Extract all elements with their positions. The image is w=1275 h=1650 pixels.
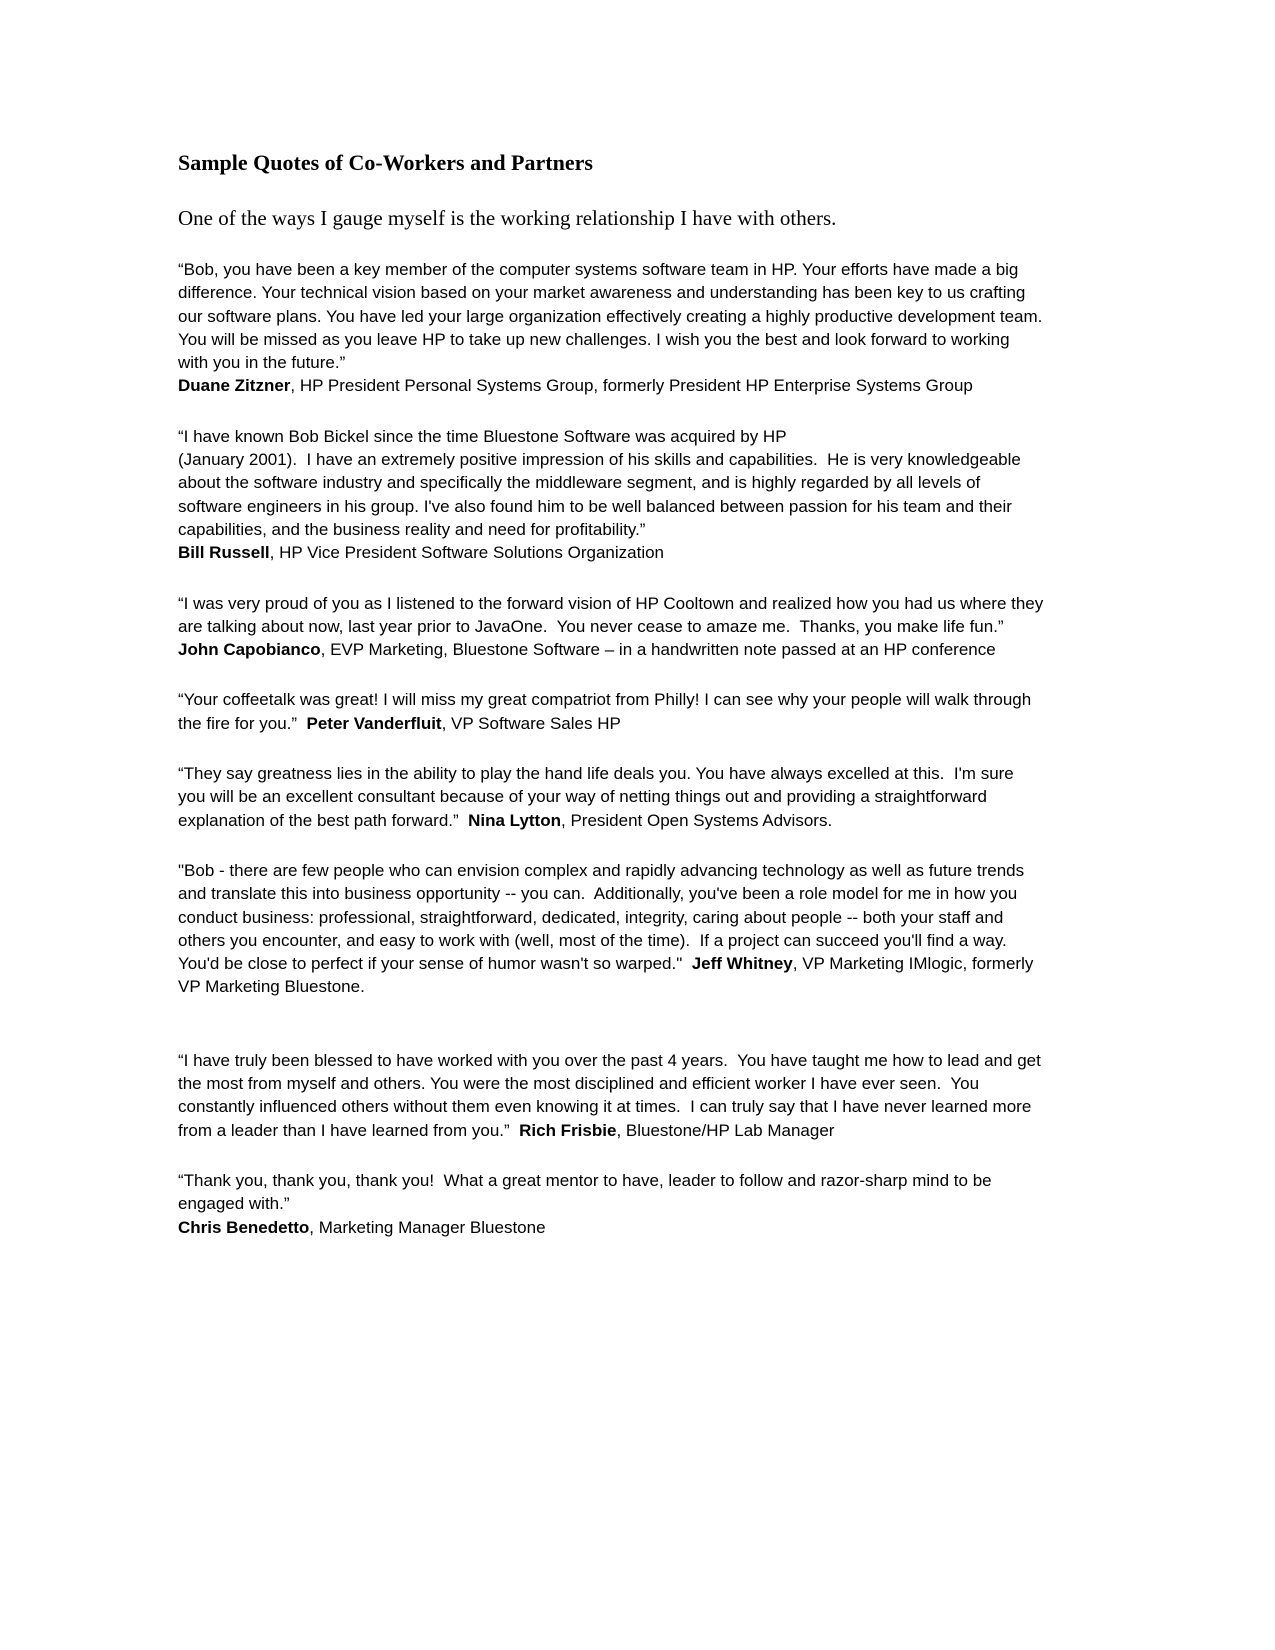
- quote-text: “I was very proud of you as I listened to the forward vision of HP Cooltown and realized how you had us where they are talking about now, last year prior to JavaOne. You never cease to amaze me. Thanks, you make life fun.”: [178, 593, 1048, 636]
- attribution-name: Chris Benedetto: [178, 1217, 310, 1237]
- quote-paragraph-7: [178, 1049, 1044, 1142]
- attribution-name: John Capobianco: [178, 640, 321, 660]
- quote-text: , EVP Marketing, Bluestone Software – in a handwritten note passed at an HP conference: [320, 640, 996, 660]
- quote-text: , Bluestone/HP Lab Manager: [616, 1120, 835, 1140]
- quote-text: “Bob, you have been a key member of the computer systems software team in HP. Your efforts have made a big difference. Your technical vision based on your market awareness and understanding has been key to us crafting our software plans. You have led your large organization effectively creating a highly productive development team. You will be missed as you leave HP to take up new challenges. I wish you the best and look forward to working with you in the future.”: [178, 260, 1047, 373]
- quote-text: (January 2001). I have an extremely positive impression of his skills and capabilities. He is very knowledgeable about the software industry and specifically the middleware segment, and is highly regarded by all levels of software engineers in his group. I've also found him to be well balanced between passion for his team and their capabilities, and the business reality and need for profitability.”: [178, 450, 1026, 539]
- attribution-name: Peter Vanderfluit: [306, 713, 442, 733]
- quote-text: “I have truly been blessed to have worked with you over the past 4 years. You have taught me how to lead and get the most from myself and others. You were the most disciplined and efficient worker I have ever seen. You constantly influenced others without them even knowing it at times. I can truly say that I have never learned more from a leader than I have learned from you.”: [178, 1050, 1046, 1140]
- quote-text: "Bob - there are few people who can envision complex and rapidly advancing technology as well as future trends and translate this into business opportunity -- you can. Additionally, you've been a role model for me in how you conduct business: professional, straightforward, dedicated, integrity, caring about people -- both your staff and others you encounter, and easy to work with (well, most of the time). If a project can succeed you'll find a way. You'd be close to perfect if your sense of humor wasn't so warped.": [178, 860, 1029, 974]
- document-content: [178, 150, 1048, 1239]
- intro-line: One of the ways I gauge myself is the working relationship I have with others.: [178, 206, 837, 230]
- quote-text: “Thank you, thank you, thank you! What a great mentor to have, leader to follow and razor-sharp mind to be engaged with.”: [178, 1170, 997, 1214]
- quote-text: , HP President Personal Systems Group, formerly President HP Enterprise Systems Group: [290, 376, 973, 396]
- quote-text: , VP Marketing IMlogic, formerly VP Marketing Bluestone.: [178, 954, 1039, 997]
- attribution-name: Nina Lytton: [468, 810, 561, 830]
- quote-text: , Marketing Manager Bluestone: [309, 1217, 546, 1237]
- quote-paragraph-5: [178, 762, 1044, 832]
- attribution-name: Rich Frisbie: [519, 1120, 617, 1140]
- quote-paragraph-8: [178, 1169, 1044, 1239]
- quote-paragraph-2: [178, 425, 1044, 565]
- attribution-name: Bill Russell: [178, 543, 270, 563]
- quote-text: , President Open Systems Advisors.: [561, 810, 833, 830]
- quotes-list: [178, 258, 1048, 1239]
- quote-text: “Your coffeetalk was great! I will miss my great compatriot from Philly! I can see why your people will walk through the fire for you.”: [178, 690, 1036, 733]
- page-title: Sample Quotes of Co-Workers and Partners: [178, 150, 593, 175]
- quote-paragraph-1: [178, 258, 1047, 398]
- quote-paragraph-4: [178, 688, 1044, 735]
- quote-text: , HP Vice President Software Solutions Organization: [269, 543, 665, 563]
- attribution-name: Jeff Whitney: [691, 954, 793, 974]
- quote-text: “I have known Bob Bickel since the time Bluestone Software was acquired by HP: [178, 426, 787, 446]
- quote-text: , VP Software Sales HP: [441, 713, 621, 733]
- quote-paragraph-3: [178, 592, 1048, 662]
- quote-paragraph-6: [178, 859, 1044, 999]
- quote-text: “They say greatness lies in the ability to play the hand life deals you. You have always excelled at this. I'm sure you will be an excellent consultant because of your way of netting things out and providing a straightforward explanation of the best path forward.”: [178, 764, 1019, 830]
- attribution-name: Duane Zitzner: [178, 376, 291, 396]
